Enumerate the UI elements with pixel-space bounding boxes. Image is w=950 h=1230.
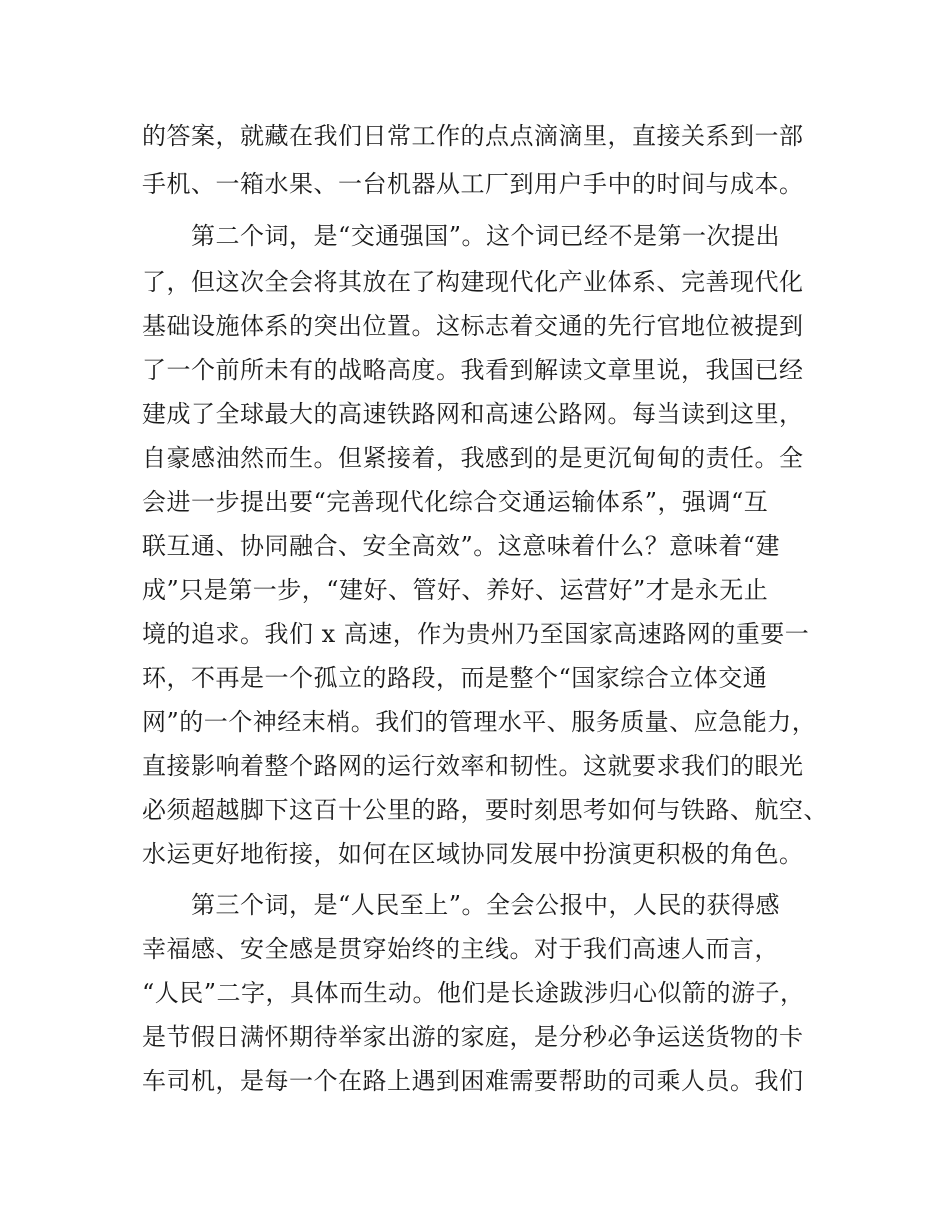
text-line: “人民”二字，具体而生动。他们是长途跋涉归心似箭的游子， (142, 979, 805, 1007)
text-line: 基础设施体系的突出位置。这标志着交通的先行官地位被提到 (142, 312, 804, 340)
text-line: 会进一步提出要“完善现代化综合交通运输体系”，强调“互 (142, 488, 769, 516)
text-line: 联互通、协同融合、安全高效”。这意味着什么？意味着“建 (142, 532, 781, 560)
text-line: 了一个前所未有的战略高度。我看到解读文章里说，我国已经 (142, 356, 804, 384)
text-line: 手机、一箱水果、一台机器从工厂到用户手中的时间与成本。 (142, 170, 804, 198)
text-line: 直接影响着整个路网的运行效率和韧性。这就要求我们的眼光 (142, 752, 804, 780)
text-line: 建成了全球最大的高速铁路网和高速公路网。每当读到这里， (142, 400, 804, 428)
text-line: 成”只是第一步，“建好、管好、养好、运营好”才是永无止 (142, 576, 769, 604)
text-line: 自豪感油然而生。但紧接着，我感到的是更沉甸甸的责任。全 (142, 444, 804, 472)
text-line: 车司机，是每一个在路上遇到困难需要帮助的司乘人员。我们 (142, 1067, 804, 1095)
text-line: 网”的一个神经末梢。我们的管理水平、服务质量、应急能力， (142, 708, 817, 736)
text-line: 了，但这次全会将其放在了构建现代化产业体系、完善现代化 (142, 268, 804, 296)
text-line: 境的追求。我们 x 高速，作为贵州乃至国家高速路网的重要一 (142, 620, 810, 648)
text-line: 幸福感、安全感是贯穿始终的主线。对于我们高速人而言， (142, 935, 779, 963)
text-line: 是节假日满怀期待举家出游的家庭，是分秒必争运送货物的卡 (142, 1023, 804, 1051)
text-line: 必须超越脚下这百十公里的路，要时刻思考如何与铁路、航空、 (142, 796, 828, 824)
text-line: 环，不再是一个孤立的路段，而是整个“国家综合立体交通 (142, 664, 768, 692)
text-line: 第二个词，是“交通强国”。这个词已经不是第一次提出 (142, 222, 781, 250)
text-line: 的答案，就藏在我们日常工作的点点滴滴里，直接关系到一部 (142, 122, 804, 150)
text-line: 第三个词，是“人民至上”。全会公报中，人民的获得感 (142, 891, 781, 919)
text-line: 水运更好地衔接，如何在区域协同发展中扮演更积极的角色。 (142, 840, 804, 868)
